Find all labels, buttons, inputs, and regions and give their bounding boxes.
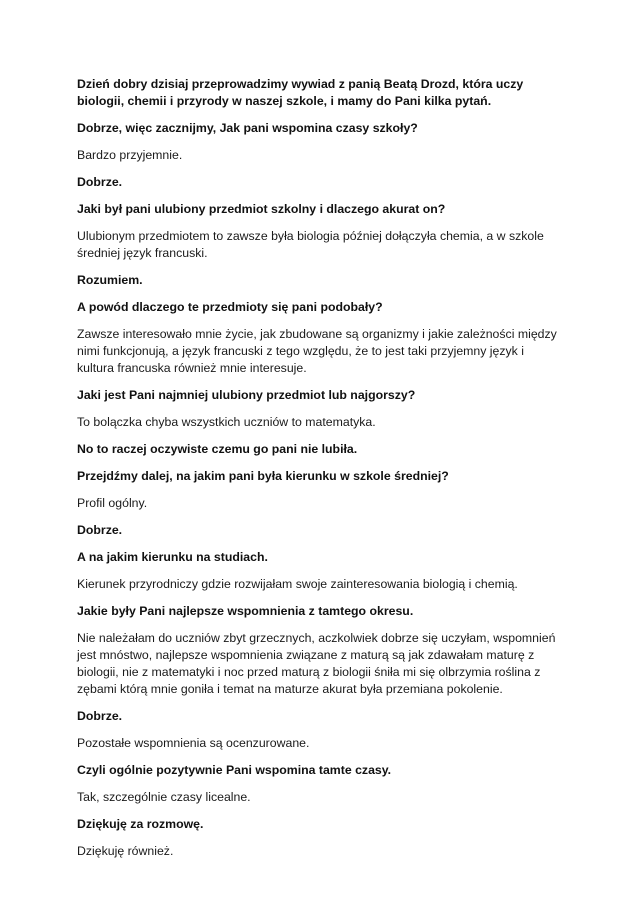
interjection-good-2: Dobrze. xyxy=(77,523,123,537)
answer-favorite-subject: Ulubionym przedmiotem to zawsze była biologia później dołączyła chemia, a w szkole średniej język francuski. xyxy=(77,229,544,260)
interview-text xyxy=(77,76,563,870)
interjection-understand: Rozumiem. xyxy=(77,273,143,287)
question-high-school-profile: Przejdźmy dalej, na jakim pani była kierunku w szkole średniej? xyxy=(77,469,449,483)
comment-obvious: No to raczej oczywiste czemu go pani nie lubiła. xyxy=(77,442,358,456)
interjection-good-3: Dobrze. xyxy=(77,709,123,723)
question-university: A na jakim kierunku na studiach. xyxy=(77,550,268,564)
question-positive: Czyli ogólnie pozytywnie Pani wspomina tamte czasy. xyxy=(77,763,392,777)
closing-thanks-reply: Dziękuję również. xyxy=(77,844,174,858)
answer-best-memories: Nie należałam do uczniów zbyt grzecznych, aczkolwiek dobrze się uczyłam, wspomnień jest mnóstwo, najlepsze wspomnienia związane z maturą są jak zdawałam maturę z biologii, nie z matematyki i noc przed maturą z biologii śniła mi się olbrzymia roślina z zębami którą mnie goniła i temat na maturze akurat była przemiana pokolenie. xyxy=(77,631,556,696)
question-intro: Dzień dobry dzisiaj przeprowadzimy wywiad z panią Beatą Drozd, która uczy biologii, chemii i przyrody w naszej szkole, i mamy do Pani kilka pytań. xyxy=(77,77,524,108)
answer-high-school-profile: Profil ogólny. xyxy=(77,496,148,510)
question-least-favorite: Jaki jest Pani najmniej ulubiony przedmiot lub najgorszy? xyxy=(77,388,416,402)
closing-thanks: Dziękuję za rozmowę. xyxy=(77,817,204,831)
answer-least-favorite: To bolączka chyba wszystkich uczniów to matematyka. xyxy=(77,415,376,429)
answer-university: Kierunek przyrodniczy gdzie rozwijałam swoje zainteresowania biologią i chemią. xyxy=(77,577,518,591)
answer-school-memories: Bardzo przyjemnie. xyxy=(77,148,183,162)
question-school-memories: Dobrze, więc zacznijmy, Jak pani wspomina czasy szkoły? xyxy=(77,121,418,135)
answer-reason: Zawsze interesowało mnie życie, jak zbudowane są organizmy i jakie zależności między nimi funkcjonują, a język francuski z tego względu, że to jest taki przyjemny język i kultura francuska również mnie interesuje. xyxy=(77,327,557,375)
interjection-good-1: Dobrze. xyxy=(77,175,123,189)
question-favorite-subject: Jaki był pani ulubiony przedmiot szkolny i dlaczego akurat on? xyxy=(77,202,446,216)
question-best-memories: Jakie były Pani najlepsze wspomnienia z tamtego okresu. xyxy=(77,604,414,618)
answer-censored: Pozostałe wspomnienia są ocenzurowane. xyxy=(77,736,310,750)
answer-positive: Tak, szczególnie czasy licealne. xyxy=(77,790,251,804)
question-reason: A powód dlaczego te przedmioty się pani podobały? xyxy=(77,300,383,314)
